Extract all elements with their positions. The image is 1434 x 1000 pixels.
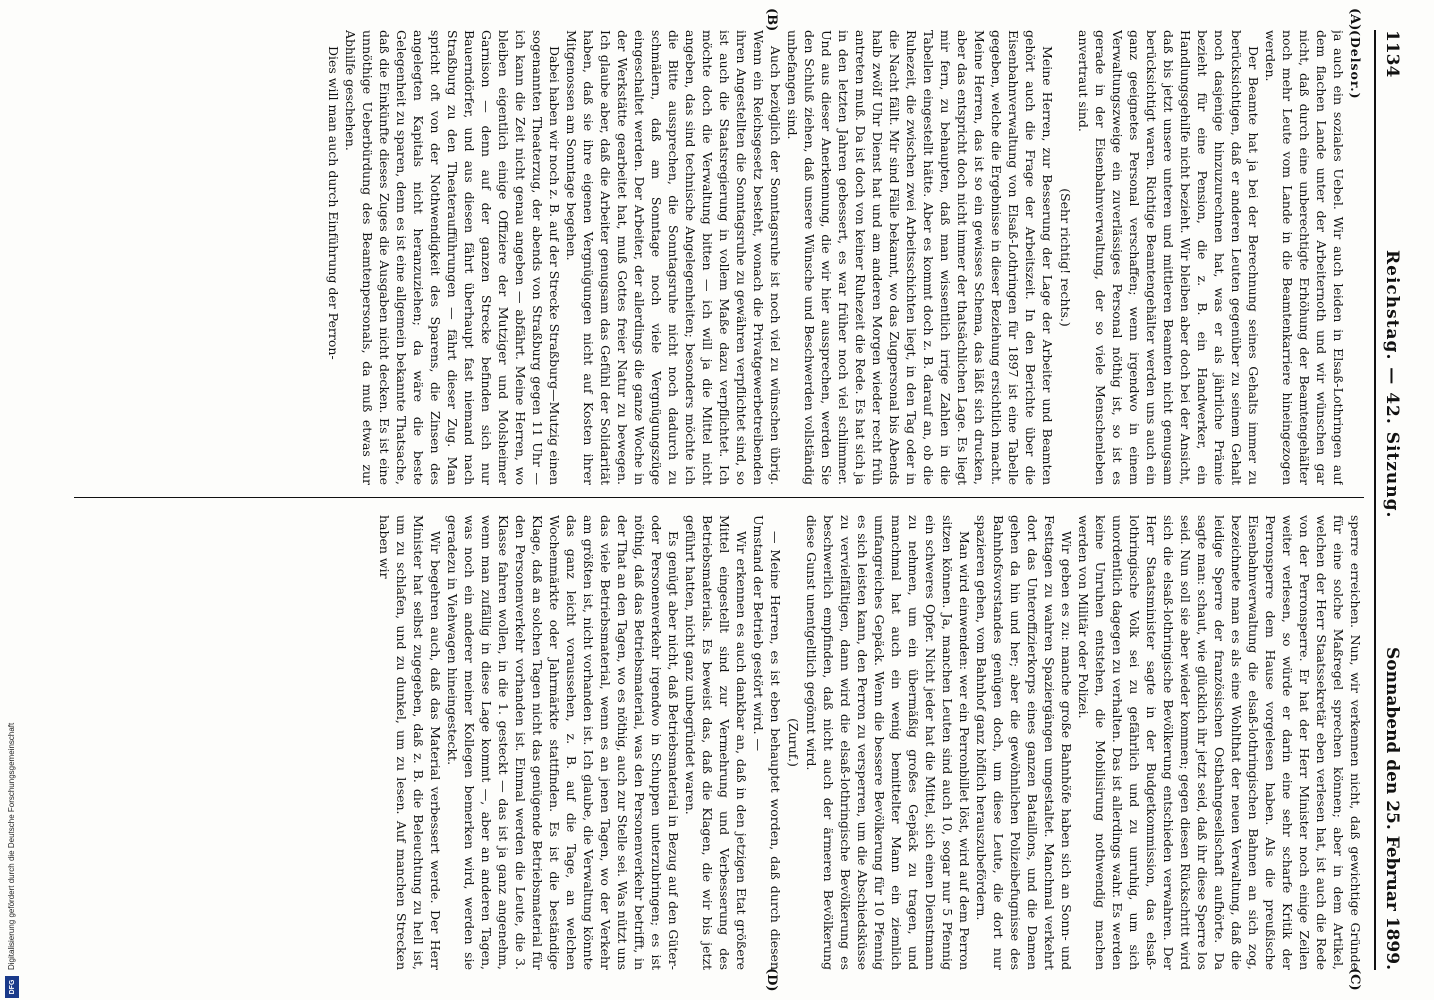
paragraph: — Meine Herren, es ist eben behauptet worden, daß durch diesen Umstand der Betrieb gestört wird. — bbox=[751, 515, 783, 970]
paragraph: Wir erkennen es auch dankbar an, daß in den jetzigen Etat größere Mittel eingestellt sind zur Vermehrung und Verbesserung des Betriebsmaterials. Es beweist das, daß die Klagen, die wir bis jetzt geführt hatten, nicht ganz unbegründet waren. bbox=[683, 515, 749, 970]
paragraph: Auch bezüglich der Sonntagsruhe ist noch viel zu wünschen übrig. Wenn ein Reichsgesetz besteht, wonach die Privatgewerbetreibenden ihren Angestellten die Sonntagsruhe zu gewähren verpflichtet sind, so ist auch die Staatsregierung in vollem Maße dazu verpflichtet. Ich möchte doch die Verwaltung bitten — ich will ja die Mittel nicht angeben, das sind technische Angelegenheiten; besonders möchte ich die Bitte aussprechen, die Sonntagsruhe nicht noch dadurch zu schmälern, daß am Sonntage noch viele Vergnügungszüge eingeschaltet werden. Der Arbeiter, der allerdings die ganze Woche in der Werkstätte gearbeitet hat, muß Gottes freier Natur zu bewegen. Ich glaube aber, daß die Arbeiter genugsam das Gefühl der Solidarität haben, daß sie ihre eigenen Vergnügungen nicht auf Kosten ihrer Mitgenossen am Sonntage begehen. bbox=[564, 30, 783, 485]
margin-marker-a: (A) bbox=[1347, 8, 1362, 31]
interjection-remark: (Sehr richtig! rechts.) bbox=[1058, 188, 1073, 327]
interjection-remark: (Zuruf.) bbox=[786, 718, 801, 767]
digitization-credit bbox=[4, 608, 20, 1000]
left-column bbox=[74, 30, 1364, 485]
paragraph: Es genügt aber nicht, daß Betriebsmaterial in Bezug auf den Güter- oder Personenverkehr irgendwo in Schuppen unterzubringen; es ist nöthig, daß das Betriebsmaterial, was den Personenverkehr betrifft, in der That an den Tagen, wo es nöthig, auch zur Stelle sei. Was nützt uns das viele Betriebsmaterial, wenn es an jenen Tagen, wo der Verkehr am größten ist, nicht vorhanden ist. Ich glaube, die Verwaltung könnte das ganz leicht voraussehen, z. B. auf die Tage, an welchen Wochenmärkte oder Jahrmärkte stattfinden. Es ist die beständige Klage, daß an solchen Tagen nicht das genügende Betriebsmaterial für den Personenverkehr vorhanden ist. Einmal werden die Leute, die 3. Klasse fahren wollen, in die 1. gesteckt — das ist ja ganz angenehm, wenn man zufällig in diese Lage kommt —, aber an anderen Tagen, was noch ein anderer meiner Kollegen bemerken wird, werden sie geradezu in Viehwagen hineingesteckt. bbox=[445, 515, 681, 970]
credit-text: Digitalisierung gefördert durch die Deutsche Forschungsgemeinschaft bbox=[7, 722, 17, 970]
speaker-label: (Delsor.) bbox=[1348, 30, 1363, 100]
paragraph: Wir begehren auch, daß das Material verbessert werde. Der Herr Minister hat selbst zugegeben, daß z. B. die Beleuchtung zu hell ist, um zu schlafen, und zu dunkel, um zu lesen. Auf manchen Strecken haben wir bbox=[377, 515, 443, 970]
page-number: 1134 bbox=[1382, 30, 1402, 78]
paragraph: Dabei haben wir noch z. B. auf der Strecke Straßburg—Mutzig einen sogenannten Theaterzug, der abends von Straßburg gegen 11 Uhr — ich kann die Zeit nicht genau angeben — abfährt. Meine Herren, wo bleiben eigentlich einige Offiziere der Mutziger und Molsheimer Garnison — denn auf der ganzen Strecke befinden sich nur Bauerndörfer, und aus diesen fährt überhaupt fast niemand nach Straßburg zu den Theateraufführungen — fährt dieser Zug. Man spricht oft von der Nothwendigkeit des Sparens, die Zinsen des angelegten Kapitals nicht heranzuziehen; da wäre die beste Gelegenheit zu sparen, denn es ist eine allgemein bekannte Thatsache, daß die Einkünfte dieses Zuges die Ausgaben nicht decken. Es ist eine unnöthige Ueberbürdung des Beamtenpersonals, da muß etwas zur Abhilfe geschehen. bbox=[343, 30, 562, 485]
column-divider bbox=[74, 497, 1364, 498]
session-date: Sonnabend den 25. Februar 1899. bbox=[1382, 647, 1402, 970]
paragraph: Der Beamte hat ja bei der Berechnung seines Gehalts immer zu berücksichtigen, daß er anderen Leuten gegenüber zu seinem Gehalt noch dasjenige hinzuzurechnen hat, was er als jährliche Prämie bezieht für eine Pension, die z. B. ein Handwerker, ein Handlungsgehilfe nicht bezieht. Wir bleiben aber doch bei der Ansicht, daß bis jetzt unsere unteren und mittleren Beamten nicht genugsam berücksichtigt waren. Richtige Beamtengehälter werden uns auch ein ganz geeignetes Personal verschaffen; wenn irgendwo in einem Verwaltungszweige ein zuverlässiges Personal nöthig ist, so ist es gerade in der Eisenbahnverwaltung, der so viele Menschenleben anvertraut sind. bbox=[1076, 30, 1261, 485]
margin-marker-c: (C) bbox=[1347, 968, 1362, 991]
credit-svg bbox=[4, 608, 20, 1000]
paragraph: Wir geben es zu: manche große Bahnhöfe haben sich an Sonn- und Festtagen zu wahren Spaziergängen umgestaltet. Manchmal verkehrt dort das Unteroffizierkorps eines ganzen Bataillons, und die Damen gehen da hin und her; aber die gewöhnlichen Polizeibefugnisse des Bahnhofsvorstandes genügen doch, um diese Leute, die dort nur spazieren gehen, vom Bahnhof ganz höflich herauszubefördern. bbox=[974, 515, 1074, 970]
paragraph: Man wird einwenden: wer ein Perronbillet löst, wird auf dem Perron sitzen können. Ja, manchen Leuten sind auch 10, sogar nur 5 Pfennig ein schweres Opfer. Nicht jeder hat die Mittel, sich einen Dienstmann zu nehmen, um ein übermäßig großes Gepäck zu tragen, und manchmal hat auch ein wenig bemittelter Mann ein ziemlich umfangreiches Gepäck. Wenn die bessere Bevölkerung für 10 Pfennig es sich leisten kann, den Perron zu versperren, um die Abschiedsküsse zu vervielfältigen, dann wird die elsaß-lothringische Bevölkerung es beschwerlich empfinden, daß nicht auch der ärmeren Bevölkerung diese Gunst unentgeltlich gegönnt wird. bbox=[804, 515, 972, 970]
dfg-logo-text: DFG bbox=[8, 979, 16, 995]
right-column bbox=[74, 515, 1364, 970]
page-header bbox=[1374, 30, 1404, 970]
page-title: Reichstag. — 42. Sitzung. bbox=[1382, 250, 1402, 519]
paragraph: ja auch ein soziales Uebel. Wir auch leiden in Elsaß-Lothringen auf dem flachen Lande unter der Arbeiternoth und wir wünschen gar nicht, daß durch eine unberechtigte Erhöhung der Beamtengehälter noch mehr Leute vom Lande in die Beamtenkarriere hineingezogen werden. bbox=[1263, 30, 1346, 485]
paragraph: Meine Herren, zur Besserung der Lage der Arbeiter und Beamten gehört auch die Frage der Arbeitszeit. In den Berichte über die Eisenbahnverwaltung von Elsaß-Lothringen für 1897 ist eine Tabelle gegeben, welche die Ergebnisse in dieser Beziehung ersichtlich macht. Meine Herren, das ist so ein gewisses Schema, das läßt sich drucken, aber das entspricht doch nicht immer der thatsächlichen Lage. Es liegt mir fern, zu behaupten, daß man wissentlich irrige Zahlen in die Tabellen eingestellt hätte. Aber es kommt doch z. B. darauf an, ob die Ruhezeit, die zwischen zwei Arbeitsschichten liegt, in den Tag oder in die Nacht fällt. Mir sind Fälle bekannt, wo das Zugpersonal bis Abends halb zwölf Uhr Dienst hat und am anderen Morgen wieder recht früh antreten muß. Da ist doch von keiner Ruhezeit die Rede. Es hat sich ja in den letzten Jahren gebessert, es war früher noch viel schlimmer. Und aus dieser Anerkennung, die wir hier aussprechen, werden Sie den Schluß ziehen, daß unsere Wünsche und Beschwerden vollständig unbefangen sind. bbox=[785, 30, 1055, 485]
margin-marker-b: (B) bbox=[764, 8, 779, 32]
paragraph: sperre erreichen. Nun, wir verkennen nicht, daß gewichtige Gründe für eine solche Maßregel sprechen können; aber in dem Artikel, welchen der Herr Staatssekretär eben verlesen hat, ist auch die Rede von der Perronsperre. Er hat der Herr Minister noch einige Zeilen weiter verlesen, so würde er darin eine sehr scharfe Kritik der Perronsperre dem Hause vorgelesen haben. Als die preußische Eisenbahnverwaltung die elsaß-lothringischen Bahnen an sich zog, bezeichnete man es als eine Wohlthat der neuen Verwaltung, daß die leidige Sperre der französischen Ostbahngesellschaft aufhörte. Da sagte man: schaut, wie glücklich ihr jetzt seid, daß ihr diese Sperre los seid. Nun soll sie aber wieder kommen; gegen diesen Rückschritt wird sich die elsaß-lothringische Bevölkerung entschieden verwahren. Der Herr Staatsminister sagte in der Budgetkommission, das elsaß-lothringische Volk sei zu gefährlich und zu unruhig, um sich unordentlich dagegen zu verhalten. Das ist allerdings wahr. Es werden keine Unruhen entstehen, die Mobilisirung nothwendig machen werden von Militär oder Polizei. bbox=[1076, 515, 1363, 970]
margin-marker-d: (D) bbox=[764, 968, 779, 992]
paragraph: Dies will man auch durch Einführung der Perron- bbox=[326, 46, 341, 360]
